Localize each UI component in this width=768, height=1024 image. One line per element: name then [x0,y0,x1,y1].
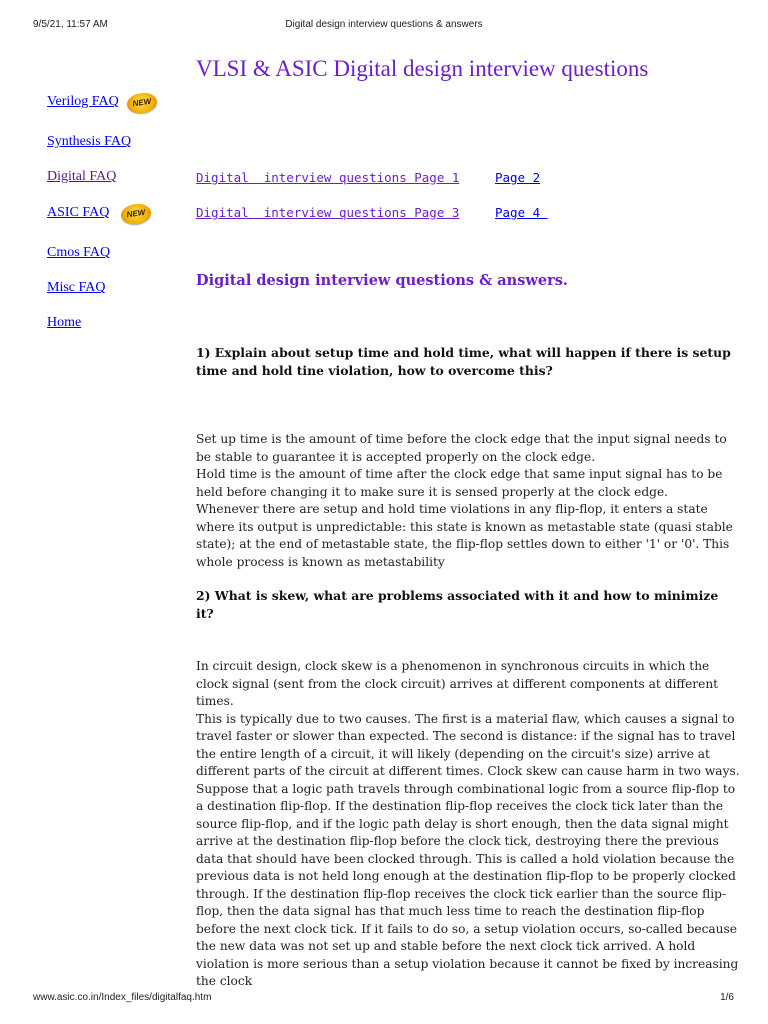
link-questions-page-3[interactable]: Digital interview questions Page 3 [196,205,460,220]
link-page-4[interactable]: Page 4 [495,205,548,220]
link-page-2[interactable]: Page 2 [495,170,541,185]
answer-2-paragraph: This is typically due to two causes. The first is a material flaw, which causes a signal to travel faster or slower than expected. The second is distance: if the signal has to travel the entire length of a circuit, it will likely (depending on the circuit's size) arrive at different parts of the circuit at different times. Clock skew can cause harm in two ways. Suppose that a logic path travels through combinational logic from a source flip-flop to a destination flip-flop. If the destination flip-flop receives the clock tick later than the source flip-flop, and if the logic path delay is short enough, then the data signal might arrive at the destination flip-flop before the clock tick, destroying there the previous data that should have been clocked through. This is called a hold violation because the previous data is not held long enough at the destination flip-flop to be properly clocked through. If the destination flip-flop receives the clock tick earlier than the source flip-flop, then the data signal has that much less time to reach the destination flip-flop before the next clock tick. If it fails to do so, a setup violation occurs, so-called because the new data was not set up and stable before the next clock tick arrived. A hold violation is more serious than a setup violation because it cannot be fixed by increasing the clock [196,711,740,988]
page-indicator: 1/6 [720,992,734,1003]
question-1: 1) Explain about setup time and hold time, what will happen if there is setup time and hold tine violation, how to overcome this? [196,345,731,378]
answer-1-paragraph: Set up time is the amount of time before the clock edge that the input signal needs to be stable to guarantee it is accepted properly on the clock edge. [196,432,727,464]
sidebar-item-home[interactable]: Home [47,315,82,330]
sidebar-nav [47,90,187,340]
answer-1 [196,431,741,571]
sidebar-item-misc-faq[interactable]: Misc FAQ [47,280,106,295]
print-doc-title: Digital design interview questions & answers [285,19,483,30]
page-title: VLSI & ASIC Digital design interview questions [196,56,649,81]
print-datetime: 9/5/21, 11:57 AM [33,19,108,30]
print-header [0,0,768,34]
sidebar-item-synthesis-faq[interactable]: Synthesis FAQ [47,134,132,149]
new-badge-icon: NEW [120,202,152,226]
sidebar-item-digital-faq[interactable]: Digital FAQ [47,169,117,184]
link-questions-page-1[interactable]: Digital interview questions Page 1 [196,170,460,185]
question-page-links [196,170,616,230]
sidebar-item-cmos-faq[interactable]: Cmos FAQ [47,245,111,260]
section-heading: Digital design interview questions & answers. [196,272,568,289]
print-footer [0,992,768,1012]
new-badge-icon: NEW [126,91,158,115]
question-2: 2) What is skew, what are problems associated with it and how to minimize it? [196,588,719,621]
answer-2 [196,658,741,991]
print-url: www.asic.co.in/Index_files/digitalfaq.htm [33,992,212,1003]
answer-2-paragraph: In circuit design, clock skew is a phenomenon in synchronous circuits in which the clock signal (sent from the clock circuit) arrives at different components at different times. [196,659,719,708]
answer-1-paragraph: Whenever there are setup and hold time violations in any flip-flop, it enters a state where its output is unpredictable: this state is known as metastable state (quasi stable state); at the end of metastable state, the flip-flop settles down to either '1' or '0'. This whole process is known as metastability [196,502,733,569]
sidebar-item-verilog-faq[interactable]: Verilog FAQ [47,94,119,109]
answer-1-paragraph: Hold time is the amount of time after the clock edge that same input signal has to be held before changing it to make sure it is sensed properly at the clock edge. [196,467,723,499]
sidebar-item-asic-faq[interactable]: ASIC FAQ [47,205,110,220]
